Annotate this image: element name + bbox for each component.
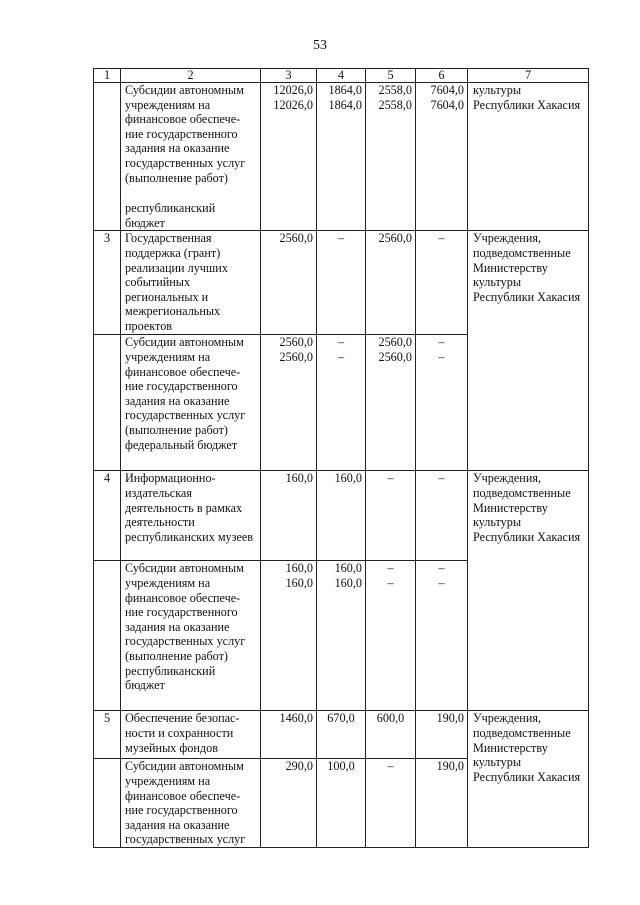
row-number [94, 561, 121, 711]
year-value: – [387, 575, 394, 590]
funding-source: республиканский бюджет [125, 663, 216, 693]
measure-name: Субсидии автономным учреждениям на финансовое обеспече-ние государственного задания на оказание государственных услуг (выполнение работ) [125, 561, 246, 663]
measure-name: Субсидии автономным учреждениям на финансовое обеспече-ние государственного задания на оказание государственных услуг (выполнение работ) [125, 83, 246, 185]
year-value: 1864,0 [328, 97, 362, 112]
column-header: 4 [317, 69, 366, 83]
total-value: 12026,0 [273, 97, 313, 112]
total-value: 160,0 [285, 575, 313, 590]
measure-name: Субсидии автономным учреждениям на финансовое обеспече-ние государственного задания на оказание государственных услуг [121, 759, 261, 848]
table-row [94, 711, 589, 759]
year-cell [416, 335, 468, 471]
year-cell [416, 83, 468, 231]
year-value: – [438, 349, 445, 364]
year-cell [366, 335, 416, 471]
year-value: 670,0 [317, 711, 366, 759]
year-cell [366, 561, 416, 711]
year-cell [317, 561, 366, 711]
executor-cell: Учреждения, подведомственные Министерству культуры Республики Хакасия [468, 711, 589, 848]
year-value: 2560,0 [378, 349, 412, 364]
page-number: 53 [313, 38, 327, 53]
year-cell [416, 561, 468, 711]
measure-name: Обеспечение безопас-ности и сохранности музейных фондов [121, 711, 261, 759]
row-number: 5 [94, 711, 121, 759]
measure-name: Информационно-издательская деятельность в рамках деятельности республиканских музеев [121, 471, 261, 561]
year-cell [317, 83, 366, 231]
row-number [94, 335, 121, 471]
year-value: – [337, 335, 345, 350]
column-header: 7 [468, 69, 589, 83]
total-cell [261, 335, 317, 471]
year-value: – [317, 231, 366, 335]
year-value: – [366, 471, 416, 561]
year-value: 7604,0 [430, 83, 464, 97]
measure-name: Государственная поддержка (грант) реализации лучших событийных региональных и межрегиональных проектов [121, 231, 261, 335]
year-value: – [416, 471, 468, 561]
year-cell [366, 83, 416, 231]
year-value: – [438, 575, 445, 590]
total-value: 290,0 [261, 759, 317, 848]
year-value: 160,0 [334, 575, 362, 590]
year-value: 100,0 [317, 759, 366, 848]
year-value: – [438, 561, 445, 576]
column-header: 5 [366, 69, 416, 83]
year-value: – [416, 231, 468, 335]
executor-cell: Учреждения, подведомственные Министерству культуры Республики Хакасия [468, 231, 589, 471]
year-value: 2558,0 [378, 97, 412, 112]
column-header: 1 [94, 69, 121, 83]
table-row [94, 83, 589, 231]
year-value: – [366, 759, 416, 848]
year-value: 2560,0 [378, 335, 412, 350]
year-value: – [337, 349, 345, 364]
year-value: 190,0 [416, 759, 468, 848]
measure-name-cell [121, 561, 261, 711]
total-value: 2560,0 [261, 231, 317, 335]
total-cell [261, 561, 317, 711]
year-value: 7604,0 [430, 97, 464, 112]
table-row [94, 231, 589, 335]
column-header: 3 [261, 69, 317, 83]
column-header: 2 [121, 69, 261, 83]
total-cell [261, 83, 317, 231]
measure-name-cell [121, 83, 261, 231]
year-value: 160,0 [334, 561, 362, 576]
total-value: 12026,0 [273, 83, 313, 97]
program-measures-table [93, 68, 589, 848]
total-value: 160,0 [285, 561, 313, 576]
table-header-row [94, 69, 589, 83]
executor-cell: Учреждения, подведомственные Министерству культуры Республики Хакасия [468, 471, 589, 711]
measure-name: Субсидии автономным учреждениям на финансовое обеспече-ние государственного задания на оказание государственных услуг (выполнение работ) [125, 335, 246, 437]
column-header: 6 [416, 69, 468, 83]
total-value: 2560,0 [279, 335, 313, 350]
year-value: 190,0 [416, 711, 468, 759]
row-number: 4 [94, 471, 121, 561]
year-value: – [387, 561, 394, 576]
year-value: 2560,0 [366, 231, 416, 335]
row-number: 3 [94, 231, 121, 335]
year-value: 2558,0 [378, 83, 412, 97]
year-value: – [438, 335, 445, 350]
year-value: 600,0 [366, 711, 416, 759]
year-value: 160,0 [317, 471, 366, 561]
funding-source: федеральный бюджет [125, 437, 238, 452]
table-row [94, 471, 589, 561]
total-value: 160,0 [261, 471, 317, 561]
funding-source: республиканский бюджет [125, 201, 216, 230]
row-number [94, 83, 121, 231]
total-value: 2560,0 [279, 349, 313, 364]
year-value: 1864,0 [328, 83, 362, 97]
total-value: 1460,0 [261, 711, 317, 759]
year-cell [317, 335, 366, 471]
row-number [94, 759, 121, 848]
executor-cell: культуры Республики Хакасия [468, 83, 589, 231]
measure-name-cell [121, 335, 261, 471]
